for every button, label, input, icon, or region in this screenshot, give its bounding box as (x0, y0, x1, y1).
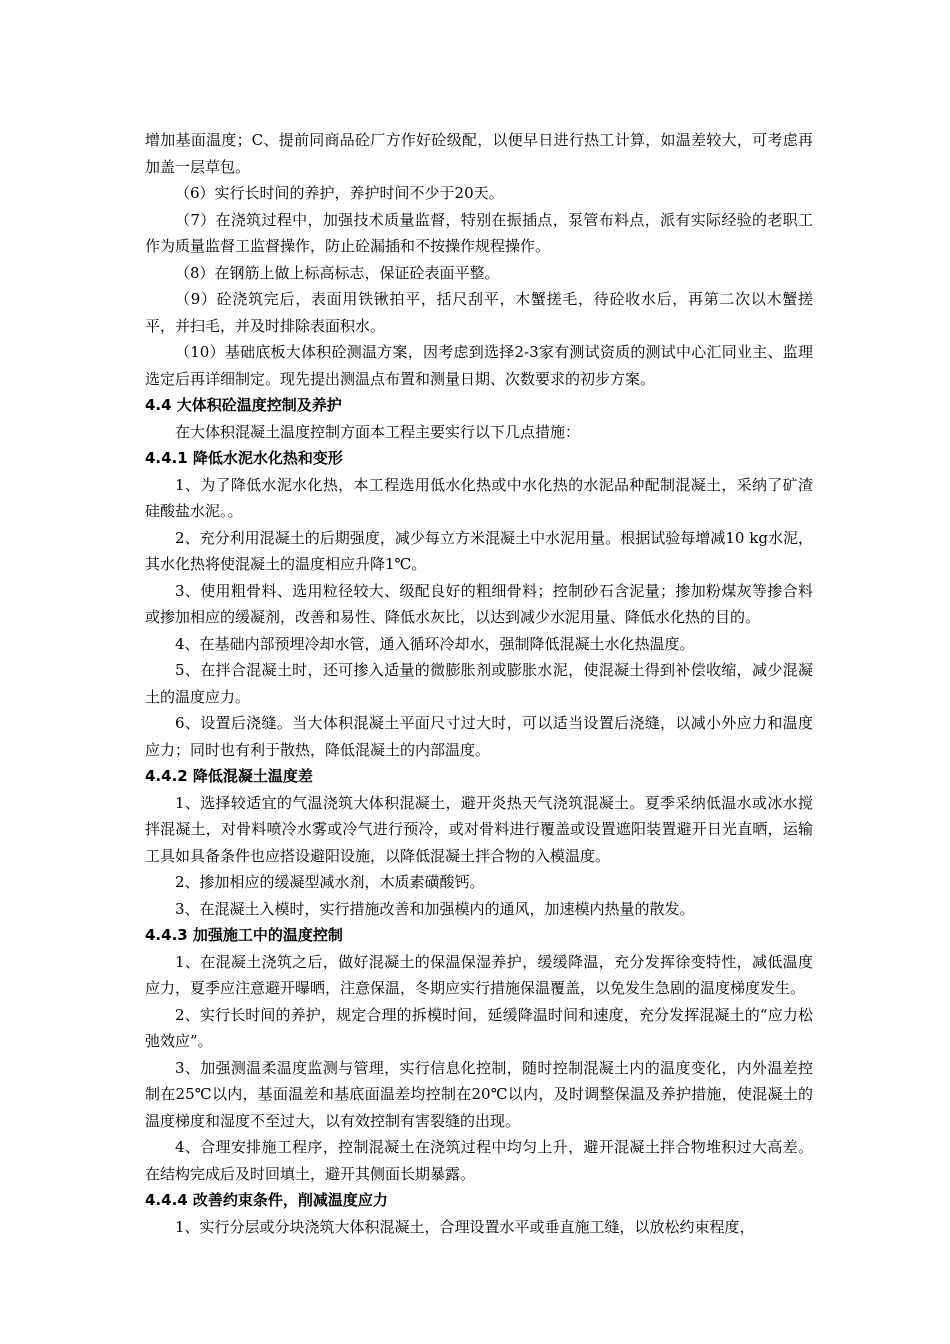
body-paragraph: 3、加强测温柔温度监测与管理，实行信息化控制，随时控制混凝土内的温度变化，内外温差控制在25℃以内，基面温差和基底面温差均控制在20℃以内，及时调整保温及养护措施，使混凝土的温度梯度和湿度不至过大，以有效控制有害裂缝的出现。 (145, 1058, 813, 1130)
body-paragraph: 4、在基础内部预埋冷却水管，通入循环冷却水，强制降低混凝土水化热温度。 (175, 634, 695, 653)
section-heading: 4.4.3 加强施工中的温度控制 (145, 926, 343, 944)
body-paragraph: （8）在钢筋上做上标高标志，保证砼表面平整。 (175, 263, 500, 282)
body-paragraph: （9）砼浇筑完后，表面用铁锹拍平，括尺刮平，木蟹搓毛，待砼收水后，再第二次以木蟹搓平，并扫毛，并及时排除表面积水。 (145, 290, 813, 335)
body-paragraph: 2、实行长时间的养护，规定合理的拆模时间，延缓降温时间和速度，充分发挥混凝土的“应力松弛效应”。 (145, 1005, 813, 1050)
body-paragraph: 6、设置后浇缝。当大体积混凝土平面尺寸过大时，可以适当设置后浇缝，以减小外应力和温度应力；同时也有利于散热，降低混凝土的内部温度。 (145, 714, 813, 759)
document-body (145, 127, 813, 1240)
body-paragraph: （7）在浇筑过程中，加强技术质量监督，特别在振插点，泵管布料点，派有实际经验的老职工作为质量监督工监督操作，防止砼漏插和不按操作规程操作。 (145, 210, 813, 255)
body-paragraph: 2、掺加相应的缓凝型减水剂，木质素磺酸钙。 (175, 873, 485, 891)
body-paragraph: 1、实行分层或分块浇筑大体积混凝土，合理设置水平或垂直施工缝，以放松约束程度， (175, 1217, 755, 1236)
body-paragraph: 3、使用粗骨料、选用粒径较大、级配良好的粗细骨料；控制砂石含泥量；掺加粉煤灰等掺合料或掺加相应的缓凝剂，改善和易性、降低水灰比，以达到减少水泥用量、降低水化热的目的。 (145, 581, 813, 626)
body-paragraph: 4、合理安排施工程序，控制混凝土在浇筑过程中均匀上升，避开混凝土拌合物堆积过大高差。在结构完成后及时回填土，避开其侧面长期暴露。 (145, 1138, 813, 1183)
body-paragraph: （10）基础底板大体积砼测温方案，因考虑到选择2-3家有测试资质的测试中心汇同业主、监理选定后再详细制定。现先提出测温点布置和测量日期、次数要求的初步方案。 (145, 343, 813, 388)
body-paragraph: （6）实行长时间的养护，养护时间不少于20天。 (175, 184, 504, 202)
body-paragraph: 3、在混凝土入模时，实行措施改善和加强模内的通风，加速模内热量的散发。 (175, 899, 695, 918)
section-heading: 4.4 大体积砼温度控制及养护 (145, 396, 342, 414)
body-paragraph: 在大体积混凝土温度控制方面本工程主要实行以下几点措施： (175, 422, 581, 441)
section-heading: 4.4.2 降低混凝土温度差 (145, 767, 313, 785)
section-heading: 4.4.4 改善约束条件，削减温度应力 (145, 1191, 388, 1209)
body-paragraph: 1、在混凝土浇筑之后，做好混凝土的保温保湿养护，缓缓降温，充分发挥徐变特性，减低温度应力，夏季应注意避开曝晒，注意保温，冬期应实行措施保温覆盖，以免发生急剧的温度梯度发生。 (145, 952, 813, 997)
body-paragraph: 2、充分利用混凝土的后期强度，减少每立方米混凝土中水泥用量。根据试验每增减10 kg水泥，其水化热将使混凝土的温度相应升降1℃。 (145, 528, 813, 573)
body-paragraph: 5、在拌合混凝土时，还可掺入适量的微膨胀剂或膨胀水泥，使混凝土得到补偿收缩，减少混凝土的温度应力。 (145, 661, 813, 706)
body-paragraph: 1、为了降低水泥水化热，本工程选用低水化热或中水化热的水泥品种配制混凝土，采纳了矿渣硅酸盐水泥。。 (145, 475, 813, 520)
body-paragraph: 1、选择较适宜的气温浇筑大体积混凝土，避开炎热天气浇筑混凝土。夏季采纳低温水或冰水搅拌混凝土，对骨料喷冷水雾或冷气进行预冷，或对骨料进行覆盖或设置遮阳装置避开日光直晒，运输工具如具备条件也应搭设避阳设施，以降低混凝土拌合物的入模温度。 (145, 793, 813, 865)
section-heading: 4.4.1 降低水泥水化热和变形 (145, 449, 343, 467)
body-paragraph: 增加基面温度；C、提前同商品砼厂方作好砼级配，以便早日进行热工计算，如温差较大，可考虑再加盖一层草包。 (145, 131, 813, 176)
